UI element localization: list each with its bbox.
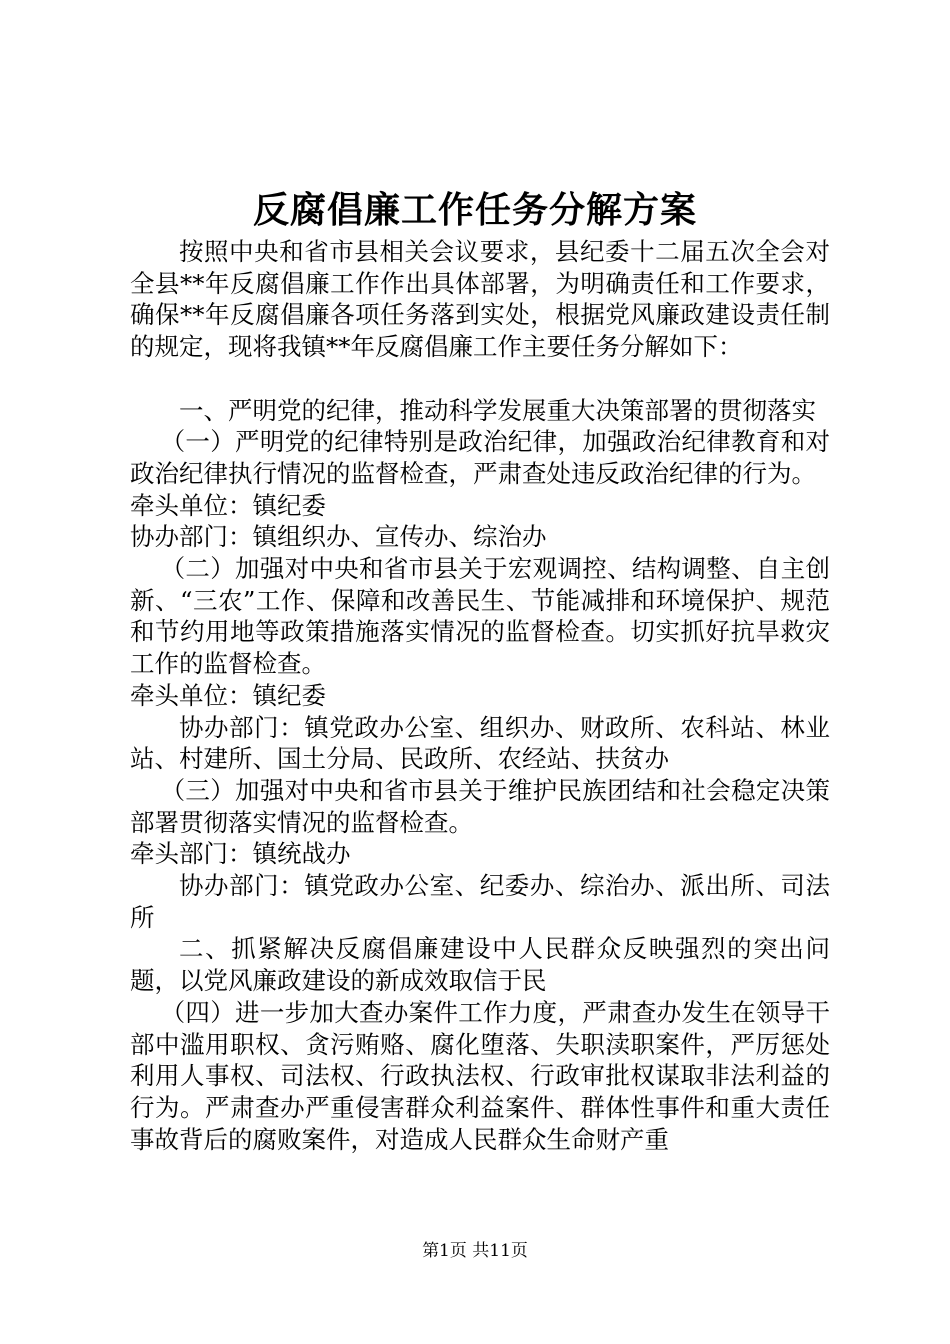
item-1-paragraph: （一）严明党的纪律特别是政治纪律，加强政治纪律教育和对政治纪律执行情况的监督检查，严肃查处违反政治纪律的行为。 [130,427,830,488]
item-1-assist-departments: 协办部门：镇组织办、宣传办、综治办 [130,522,547,552]
page-footer: 第1页 共11页 [422,1241,528,1261]
item-2-paragraph: （二）加强对中央和省市县关于宏观调控、结构调整、自主创新、“三农”工作、保障和改善民生、节能减排和环境保护、规范和节约用地等政策措施落实情况的监督检查。切实抓好抗旱救灾工作的监督检查。 [130,554,830,679]
item-2-assist-departments: 协办部门：镇党政办公室、组织办、财政所、农科站、林业站、村建所、国土分局、民政所、农经站、扶贫办 [130,712,830,774]
item-4-paragraph: （四）进一步加大查办案件工作力度，严肃查办发生在领导干部中滥用职权、贪污贿赂、腐化堕落、失职渎职案件，严厉惩处利用人事权、司法权、行政执法权、行政审批权谋取非法利益的行为。严肃查办严重侵害群众利益案件、群体性事件和重大责任事故背后的腐败案件，对造成人民群众生命财产重 [130,997,830,1154]
intro-paragraph: 按照中央和省市县相关会议要求，县纪委十二届五次全会对全县**年反腐倡廉工作作出具体部署，为明确责任和工作要求，确保**年反腐倡廉各项任务落到实处，根据党风廉政建设责任制的规定，现将我镇**年反腐倡廉工作主要任务分解如下： [130,237,830,362]
document-body [130,236,830,1155]
item-2-lead-unit: 牵头单位：镇纪委 [130,680,326,710]
item-3-assist-departments: 协办部门：镇党政办公室、纪委办、综治办、派出所、司法所 [130,871,830,932]
document-title: 反腐倡廉工作任务分解方案 [252,189,697,231]
item-3-lead-unit: 牵头部门：镇统战办 [130,839,351,869]
paragraph-spacer [130,363,830,395]
item-1-lead-unit: 牵头单位：镇纪委 [130,490,326,520]
section-1-heading: 一、严明党的纪律，推动科学发展重大决策部署的贯彻落实 [179,395,816,425]
section-2-heading: 二、抓紧解决反腐倡廉建设中人民群众反映强烈的突出问题，以党风廉政建设的新成效取信于民 [130,934,830,996]
item-3-paragraph: （三）加强对中央和省市县关于维护民族团结和社会稳定决策部署贯彻落实情况的监督检查。 [130,775,830,837]
